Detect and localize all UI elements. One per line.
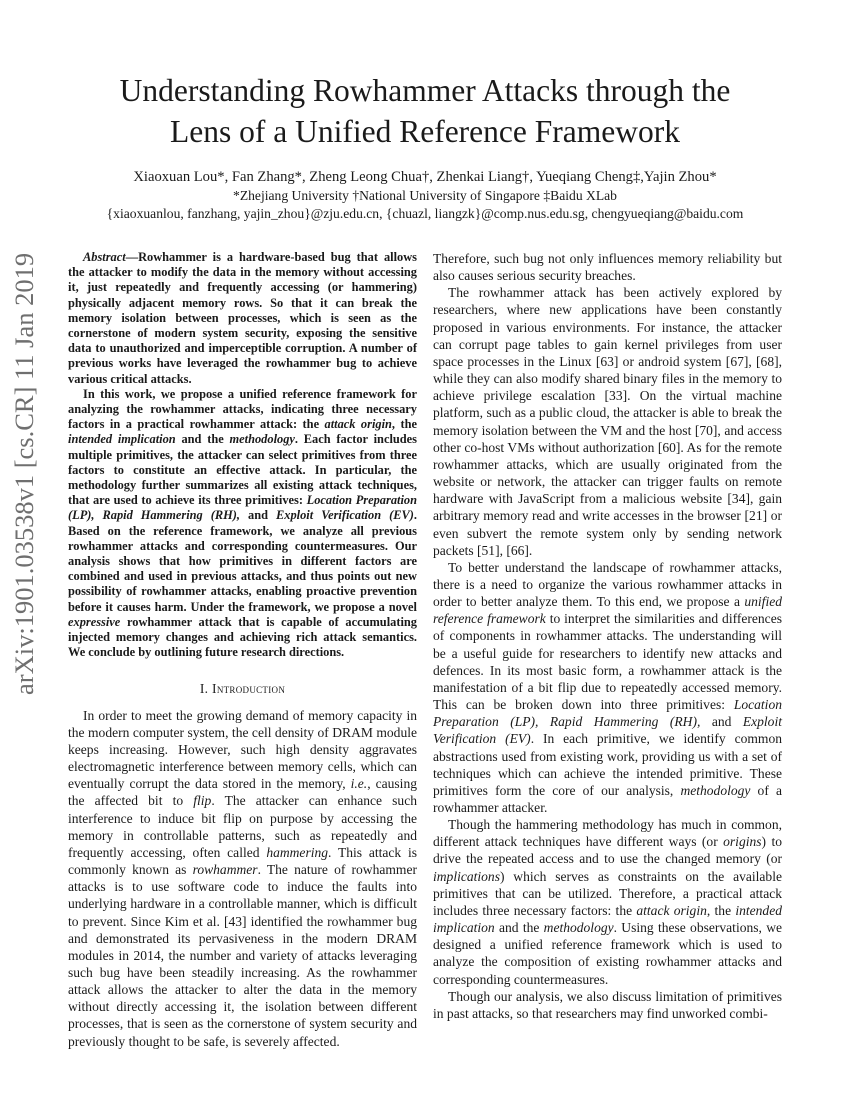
- abstract-paragraph-2: In this work, we propose a unified reference framework for analyzing the rowhammer attacks, indicating three necessary factors in a practical rowhammer attack: the attack origin, the intended implication and the methodology. Each factor includes multiple primitives, the attacker can select primitives from three factors to constitute an effective attack. In particular, the methodology further summarizes all existing attack techniques, that are used to achieve its three primitives: Location Preparation (LP), Rapid Hammering (RH), and Exploit Verification (EV). Based on the reference framework, we analyze all previous rowhammer attacks and corresponding countermeasures. Our analysis shows that how primitives in different factors are combined and used in previous attacks, and thus points out new possibility of rowhammer attacks, enabling proactive prevention before it causes harm. Under the framework, we propose a novel expressive rowhammer attack that is capable of accumulating injected memory changes and achieving rich attack semantics. We conclude by outlining future research directions.: [68, 386, 417, 660]
- abstract-paragraph-1: Abstract—Rowhammer is a hardware-based bug that allows the attacker to modify the data in the memory without accessing it, just repeatedly and frequently accessing (or hammering) physically adjacent memory rows. So that it can break the memory isolation between processes, which is seen as the cornerstone of modern system security, exposing the sensitive data to unauthorized and imperceptible corruption. A number of previous works have leveraged the rowhammer bug to achieve various critical attacks.: [68, 250, 417, 386]
- abstract: [68, 250, 417, 660]
- section-heading-introduction: I. Introduction: [199, 681, 286, 697]
- intro-paragraph-3: To better understand the landscape of rowhammer attacks, there is a need to organize the various rowhammer attacks in order to better analyze them. To this end, we propose a unified reference framework to interpret the similarities and differences of components in rowhammer attacks. The understanding will be a useful guide for researchers to identify new attacks and defences. In its most basic form, a rowhammer attack is the manifestation of a bit flip due to repeatedly accessed memory. This can be broken down into three primitives: Location Preparation (LP), Rapid Hammering (RH), and Exploit Verification (EV). In each primitive, we identify common abstractions used from existing work, providing us with a set of techniques which can achieve the intended primitive. These primitives form the core of our analysis, methodology of a rowhammer attacker.: [433, 559, 782, 815]
- intro-paragraph-5: Though our analysis, we also discuss limitation of primitives in past attacks, so that researchers may find unworked combi-: [433, 988, 782, 1021]
- title-line-1: Understanding Rowhammer Attacks through the: [119, 73, 731, 108]
- intro-paragraph-2: The rowhammer attack has been actively explored by researchers, where new applications have been constantly proposed in various environments. For instance, the attacker can corrupt page tables to gain kernel privileges from user space processes in the Linux [63] or android system [67], [68], while they can also modify shared binary files in the memory to achieve privilege escalation [33]. On the virtual machine platform, such as a public cloud, the attacker is able to break the memory isolation between the VM and the host [70], and access other co-host VMs without authorization [60]. As for the remote rowhammer attacks, which are usually originated from the website or network, the attacker can trigger faults on remote hardware with JavaScript from a malicious website [34], gain arbitrary memory read and write accesses in the browser [21] or even subvert the remote system only by sending network packets [51], [66].: [433, 285, 782, 558]
- intro-paragraph-4: Though the hammering methodology has much in common, different attack techniques have different ways (or origins) to drive the repeated access and to use the changed memory (or implications) which serves as constraints on the available primitives that can be utilized. Therefore, a practical attack includes three necessary factors: the attack origin, the intended implication and the methodology. Using these observations, we designed a unified reference framework which is used to analyze the composition of existing rowhammer attacks and corresponding countermeasures.: [433, 817, 783, 987]
- author-list: Xiaoxuan Lou*, Fan Zhang*, Zheng Leong Chua†, Zhenkai Liang†, Yueqiang Cheng‡,Yajin Zhou*: [133, 169, 717, 185]
- arxiv-identifier: arXiv:1901.03538v1 [cs.CR] 11 Jan 2019: [9, 252, 39, 696]
- abstract-label: Abstract: [83, 250, 126, 264]
- author-block: [60, 168, 790, 223]
- right-column: [433, 250, 782, 1022]
- author-emails: {xiaoxuanlou, fanzhang, yajin_zhou}@zju.edu.cn, {chuazl, liangzk}@comp.nus.edu.sg, chengyueqiang@baidu.com: [106, 206, 744, 221]
- title-line-2: Lens of a Unified Reference Framework: [170, 114, 680, 149]
- affiliations: *Zhejiang University †National University of Singapore ‡Baidu XLab: [233, 188, 617, 203]
- intro-paragraph-continued: Therefore, such bug not only influences memory reliability but also causes serious security breaches.: [433, 251, 782, 284]
- left-column: [68, 250, 417, 1050]
- paper-title: [60, 70, 790, 152]
- intro-paragraph-1: In order to meet the growing demand of memory capacity in the modern computer system, the cell density of DRAM module keeps increasing. However, such high density aggravates electromagnetic interference between memory cells, which can eventually corrupt the data stored in the memory, i.e., causing the affected bit to flip. The attacker can enhance such interference to induce bit flip on purpose by accessing the memory in controllable patterns, such as repeatedly and frequently accessing, often called hammering. This attack is commonly known as rowhammer. The nature of rowhammer attacks is to use software code to induce the faults into underlying hardware in a controllable manner, which is difficult to prevent. Since Kim et al. [43] identified the rowhammer bug and demonstrated its pervasiveness in the modern DRAM modules in 2014, the number and variety of attacks leveraging such bug have been steadily increasing. As the rowhammer attack allows the attacker to alter the data in the memory without directly accessing it, the isolation between different processes, that is seen as the cornerstone of system security and previously thought to be safe, is severely affected.: [68, 707, 418, 1049]
